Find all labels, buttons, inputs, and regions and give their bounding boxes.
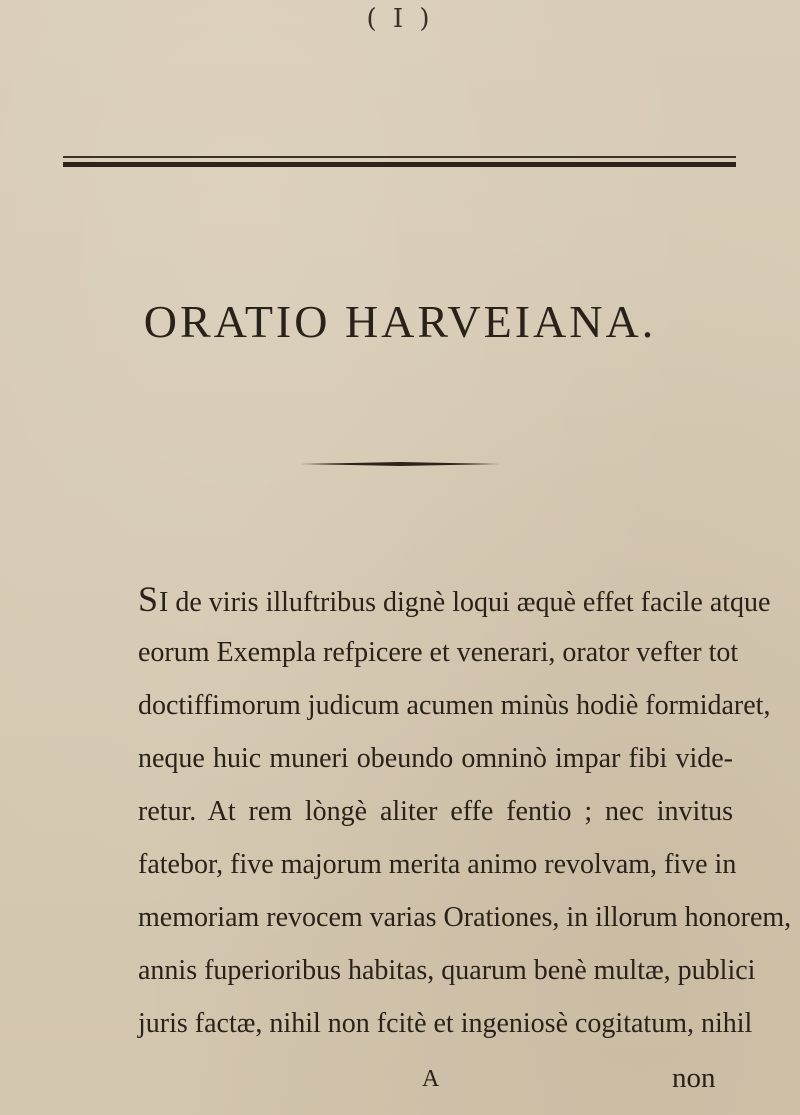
ornamental-rule bbox=[300, 462, 500, 466]
page-footer bbox=[0, 1062, 800, 1106]
drop-capital: S bbox=[138, 579, 160, 619]
page-number: ( I ) bbox=[366, 4, 434, 34]
text-line-2: eorum Exempla refpicere et venerari, orator vefter tot bbox=[138, 637, 739, 668]
text-line-6: fatebor, five majorum merita animo revolvam, five in bbox=[138, 849, 737, 880]
body-text bbox=[138, 573, 792, 1050]
header-double-rule bbox=[63, 156, 736, 170]
text-line-1 bbox=[138, 573, 771, 626]
text-line-8: annis fuperioribus habitas, quarum benè multæ, publici bbox=[138, 955, 756, 986]
header-rule-thin bbox=[63, 156, 736, 158]
signature-mark: A bbox=[422, 1066, 440, 1092]
text-line-4: neque huic muneri obeundo omninò impar fibi vide- bbox=[138, 743, 733, 774]
text-line-3: doctiffimorum judicum acumen minùs hodiè formidaret, bbox=[138, 690, 771, 721]
text-line-7: memoriam revocem varias Orationes, in illorum honorem, bbox=[138, 902, 792, 933]
catchword: non bbox=[672, 1062, 716, 1094]
text-line-5: retur. At rem lòngè aliter effe fentio ; nec invitus bbox=[138, 796, 733, 827]
text-line-9: juris factæ, nihil non fcitè et ingeniosè cogitatum, nihil bbox=[138, 1008, 753, 1039]
oration-title: ORATIO HARVEIANA. bbox=[143, 296, 657, 347]
header-rule-thick bbox=[63, 162, 736, 167]
text-line-1-content: I de viris illuftribus dignè loqui æquè effet facile atque bbox=[159, 587, 771, 618]
